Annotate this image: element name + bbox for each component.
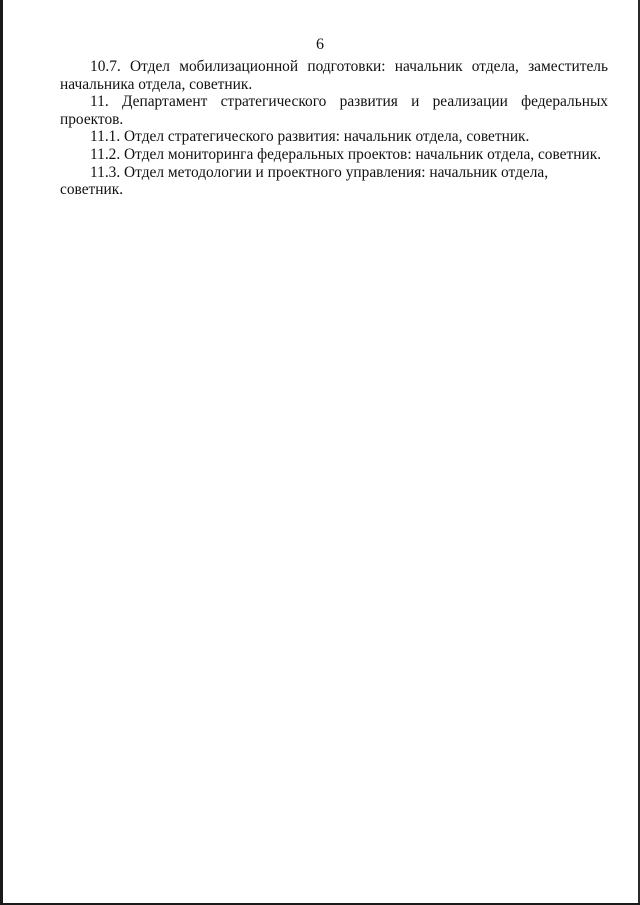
paragraph-11: 11. Департамент стратегического развития и реализации федеральных проектов. [60, 93, 608, 128]
paragraph-11-1: 11.1. Отдел стратегического развития: начальник отдела, советник. [90, 128, 530, 146]
paragraph-10-7: 10.7. Отдел мобилизационной подготовки: начальник отдела, заместитель начальника отдела, советник. [60, 58, 608, 93]
paragraph-11-3: 11.3. Отдел методологии и проектного управления: начальник отдела, советник. [60, 163, 549, 199]
page-number: 6 [316, 36, 324, 53]
paragraph-11-2: 11.2. Отдел мониторинга федеральных проектов: начальник отдела, советник. [90, 145, 602, 163]
document-body [60, 58, 608, 199]
scan-edge-left [0, 0, 3, 905]
